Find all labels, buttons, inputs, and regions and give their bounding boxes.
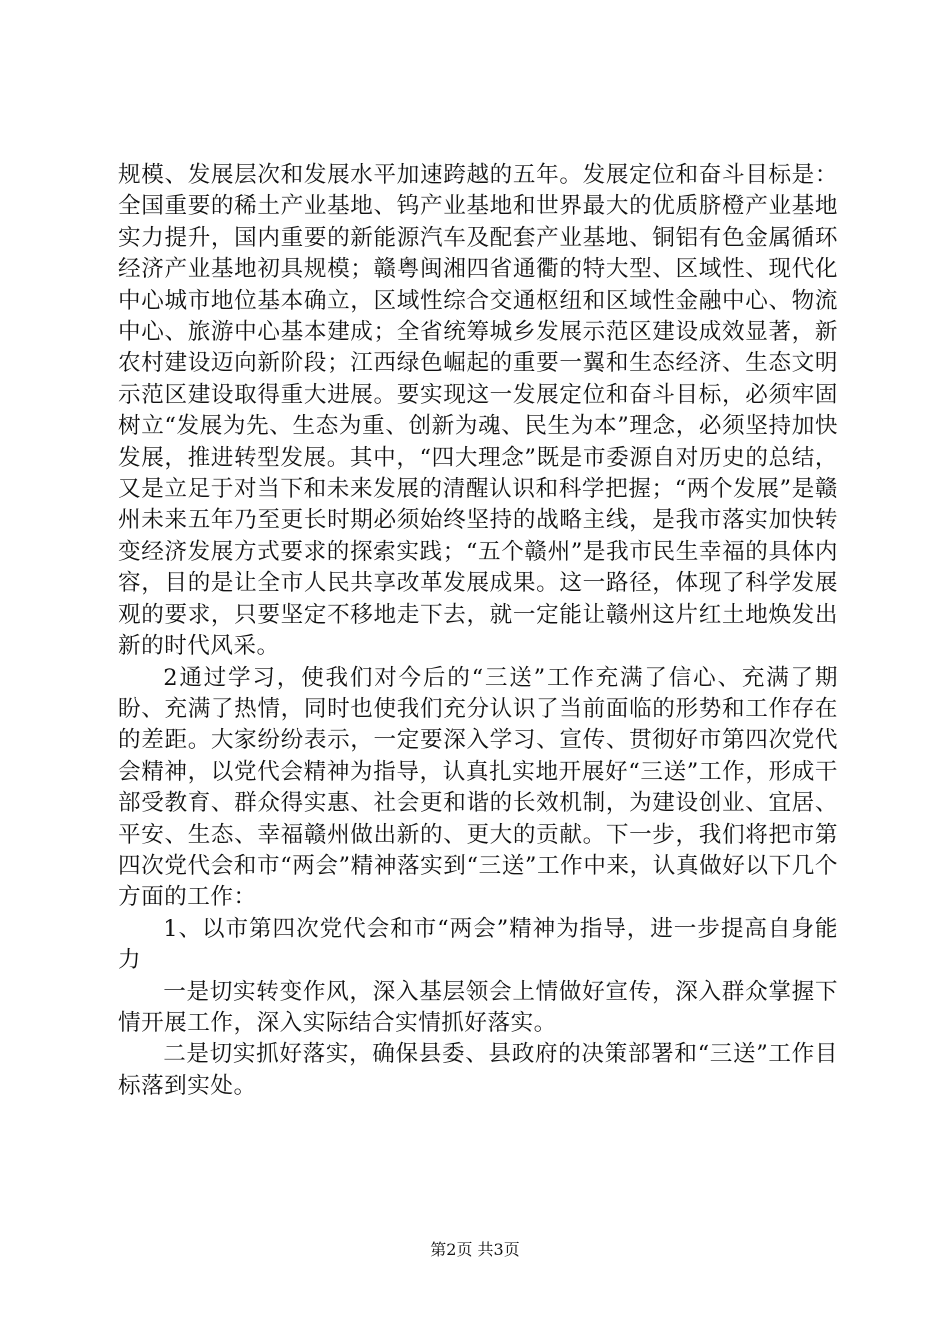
paragraph-3: 1、以市第四次党代会和市“两会”精神为指导，进一步提高自身能力 <box>118 915 838 974</box>
paragraph-2: 2通过学习，使我们对今后的“三送”工作充满了信心、充满了期盼、充满了热情，同时也使我们充分认识了当前面临的形势和工作存在的差距。大家纷纷表示，一定要深入学习、宣传、贯彻好市第四次党代会精神，以党代会精神为指导，认真扎实地开展好“三送”工作，形成干部受教育、群众得实惠、社会更和谐的长效机制，为建设创业、宜居、平安、生态、幸福赣州做出新的、更大的贡献。下一步，我们将把市第四次党代会和市“两会”精神落实到“三送”工作中来，认真做好以下几个方面的工作： <box>118 664 838 911</box>
paragraph-5: 二是切实抓好落实，确保县委、县政府的决策部署和“三送”工作目标落到实处。 <box>118 1041 838 1099</box>
page-footer: 第2页 共3页 <box>430 1240 520 1259</box>
document-body <box>118 160 838 1102</box>
paragraph-1: 规模、发展层次和发展水平加速跨越的五年。发展定位和奋斗目标是：全国重要的稀土产业基地、钨产业基地和世界最大的优质脐橙产业基地实力提升，国内重要的新能源汽车及配套产业基地、铜铝有色金属循环经济产业基地初具规模；赣粤闽湘四省通衢的特大型、区域性、现代化中心城市地位基本确立，区域性综合交通枢纽和区域性金融中心、物流中心、旅游中心基本建成；全省统筹城乡发展示范区建设成效显著，新农村建设迈向新阶段；江西绿色崛起的重要一翼和生态经济、生态文明示范区建设取得重大进展。要实现这一发展定位和奋斗目标，必须牢固树立“发展为先、生态为重、创新为魂、民生为本”理念，必须坚持加快发展，推进转型发展。其中，“四大理念”既是市委源自对历史的总结，又是立足于对当下和未来发展的清醒认识和科学把握；“两个发展”是赣州未来五年乃至更长时期必须始终坚持的战略主线，是我市落实加快转变经济发展方式要求的探索实践；“五个赣州”是我市民生幸福的具体内容，目的是让全市人民共享改革发展成果。这一路径，体现了科学发展观的要求，只要坚定不移地走下去，就一定能让赣州这片红土地焕发出新的时代风采。 <box>118 162 838 660</box>
paragraph-4: 一是切实转变作风，深入基层领会上情做好宣传，深入群众掌握下情开展工作，深入实际结合实情抓好落实。 <box>118 978 838 1036</box>
